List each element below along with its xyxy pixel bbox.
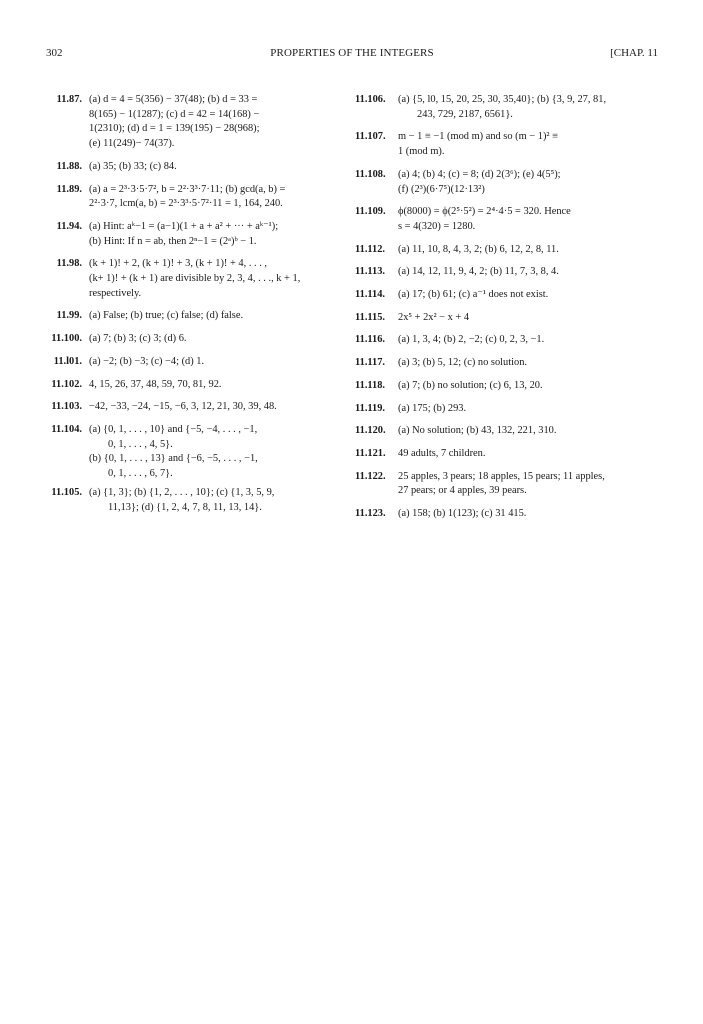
answer-text: (a) 175; (b) 293. [398,402,467,414]
answer-text: (a) Hint: aᵏ−1 = (a−1)(1 + a + a² + ··· + aᵏ⁻¹); [89,220,279,232]
answer-entry [46,93,348,152]
answer-text: (a) 1, 3, 4; (b) 2, −2; (c) 0, 2, 3, −1. [398,334,545,346]
problem-number: 11.105. [51,487,82,499]
answer-text: (a) 3; (b) 5, 12; (c) no solution. [398,357,527,369]
answer-entry [355,333,660,348]
answer-text: 1 (mod m). [398,146,445,158]
problem-number: 11.118. [355,379,386,391]
answer-entry [355,379,660,394]
answer-text: (a) 7; (b) 3; (c) 3; (d) 6. [89,333,187,345]
answer-text: (a) False; (b) true; (c) false; (d) false. [89,310,244,322]
problem-number: 11.121. [355,447,386,459]
page-header [46,47,658,63]
problem-number: 11.89. [56,183,82,195]
answer-text: 49 adults, 7 children. [398,447,486,459]
problem-number: 11.106. [355,94,386,105]
answers-right-column [355,93,660,526]
answer-text: (a) a = 2³·3·5·7², b = 2²·3³·7·11; (b) gcd(a, b) = [89,183,286,195]
answer-text: (a) 4; (b) 4; (c) = 8; (d) 2(3⁶); (e) 4(5⁵); [398,168,561,180]
answer-entry [355,243,660,258]
problem-number: 11.119. [355,402,386,414]
answer-entry [46,423,348,482]
answer-text: (e) 11(249)− 74(37). [89,138,175,150]
answer-entry [46,220,348,249]
problem-number: 11.98. [56,258,82,270]
problem-number: 11.99. [56,310,82,322]
answer-text: (a) 158; (b) 1(123); (c) 31 415. [398,508,527,520]
answer-entry [46,486,348,515]
problem-number: 11.87. [56,94,82,105]
answers-left-column [46,93,348,520]
answer-entry [355,424,660,439]
answer-text: (a) {1, 3}; (b) {1, 2, . . . , 10}; (c) {1, 3, 5, 9, [89,487,275,499]
answer-text: 0, 1, . . . , 4, 5}. [108,438,173,450]
answer-entry [355,168,660,197]
answer-entry [46,160,348,175]
answer-text: ϕ(8000) = ϕ(2⁵·5²) = 2⁴·4·5 = 320. Hence [398,206,571,218]
answer-entry [355,470,660,499]
answer-text: (b) Hint: If n = ab, then 2ⁿ−1 = (2ᵃ)ᵇ − 1. [89,235,257,247]
answer-text: s = 4(320) = 1280. [398,220,476,232]
problem-number: 11.117. [355,357,386,369]
answer-text: (a) 35; (b) 33; (c) 84. [89,160,177,172]
answer-text: (k+ 1)! + (k + 1) are divisible by 2, 3, 4, . . ., k + 1, [89,273,301,285]
answer-text: 27 pears; or 4 apples, 39 pears. [398,485,527,497]
answer-entry [46,378,348,393]
answer-entry [355,356,660,371]
answer-text: (a) −2; (b) −3; (c) −4; (d) 1. [89,355,205,367]
answer-text: 25 apples, 3 pears; 18 apples, 15 pears; 11 apples, [398,470,605,482]
problem-number: 11.112. [355,243,386,255]
problem-number: 11.108. [355,168,386,180]
answer-text: (a) 14, 12, 11, 9, 4, 2; (b) 11, 7, 3, 8, 4. [398,266,559,278]
answer-entry [355,93,660,122]
answer-text: (k + 1)! + 2, (k + 1)! + 3, (k + 1)! + 4, . . . , [89,258,268,270]
problem-number: 11.120. [355,425,386,437]
chapter-label: [CHAP. 11 [610,47,658,59]
answer-text: (a) {5, l0, 15, 20, 25, 30, 35,40}; (b) {3, 9, 27, 81, [398,94,607,105]
answer-text: −42, −33, −24, −15, −6, 3, 12, 21, 30, 39, 48. [89,401,277,413]
problem-number: 11.115. [355,311,386,323]
answer-entry [355,130,660,159]
answer-text: (b) {0, 1, . . . , 13} and {−6, −5, . . . , −1, [89,453,258,465]
answer-entry [46,309,348,324]
problem-number: 11.107. [355,131,386,143]
answer-entry [355,402,660,417]
answer-text: (a) d = 4 = 5(356) − 37(48); (b) d = 33 = [89,94,258,105]
answer-entry [355,507,660,522]
problem-number: 11.113. [355,266,386,278]
answer-entry [46,332,348,347]
answer-text: 8(165) − 1(1287); (c) d = 42 = 14(168) − [89,108,260,120]
answer-text: (a) {0, 1, . . . , 10} and {−5, −4, . . . , −1, [89,423,258,435]
problem-number: 11.94. [56,220,82,232]
problem-number: 11.103. [51,401,82,413]
problem-number: 11.104. [51,423,82,435]
answer-text: 243, 729, 2187, 6561}. [417,108,513,120]
problem-number: 11.100. [51,333,82,345]
answer-text: (a) 11, 10, 8, 4, 3, 2; (b) 6, 12, 2, 8, 11. [398,243,559,255]
answer-text: (f) (2³)(6·7⁵)(12·13²) [398,183,485,195]
problem-number: 11.123. [355,508,386,520]
answer-text: 4, 15, 26, 37, 48, 59, 70, 81, 92. [89,378,222,390]
answer-text: (a) 7; (b) no solution; (c) 6, 13, 20. [398,379,543,391]
answer-entry [355,288,660,303]
answer-entry [355,447,660,462]
answer-entry [355,205,660,234]
problem-number: 11.122. [355,470,386,482]
answer-text: 2²·3·7, lcm(a, b) = 2³·3³·5·7²·11 = 1, 164, 240. [89,198,283,210]
answer-text: m − 1 ≡ −1 (mod m) and so (m − 1)² ≡ [398,131,558,143]
answer-entry [46,257,348,301]
page-number: 302 [46,47,63,59]
problem-number: 11.116. [355,334,386,346]
answer-entry [355,265,660,280]
answer-text: 11,13}; (d) {1, 2, 4, 7, 8, 11, 13, 14}. [108,502,262,514]
answer-entry [355,311,660,326]
answer-text: 2x⁵ + 2x² − x + 4 [398,311,470,323]
answer-entry [46,400,348,415]
problem-number: 11.109. [355,206,386,218]
answer-text: 1(2310); (d) d = 1 = 139(195) − 28(968); [89,123,260,135]
answer-text: 0, 1, . . . , 6, 7}. [108,468,173,480]
answer-text: respectively. [89,287,142,299]
answer-text: (a) No solution; (b) 43, 132, 221, 310. [398,425,557,437]
problem-number: 11.114. [355,289,386,301]
answer-entry [46,183,348,212]
answer-entry [46,355,348,370]
answer-text: (a) 17; (b) 61; (c) a⁻¹ does not exist. [398,289,549,301]
problem-number: 11.l01. [53,355,82,367]
problem-number: 11.102. [51,378,82,390]
problem-number: 11.88. [56,160,82,172]
running-title: PROPERTIES OF THE INTEGERS [270,47,434,59]
